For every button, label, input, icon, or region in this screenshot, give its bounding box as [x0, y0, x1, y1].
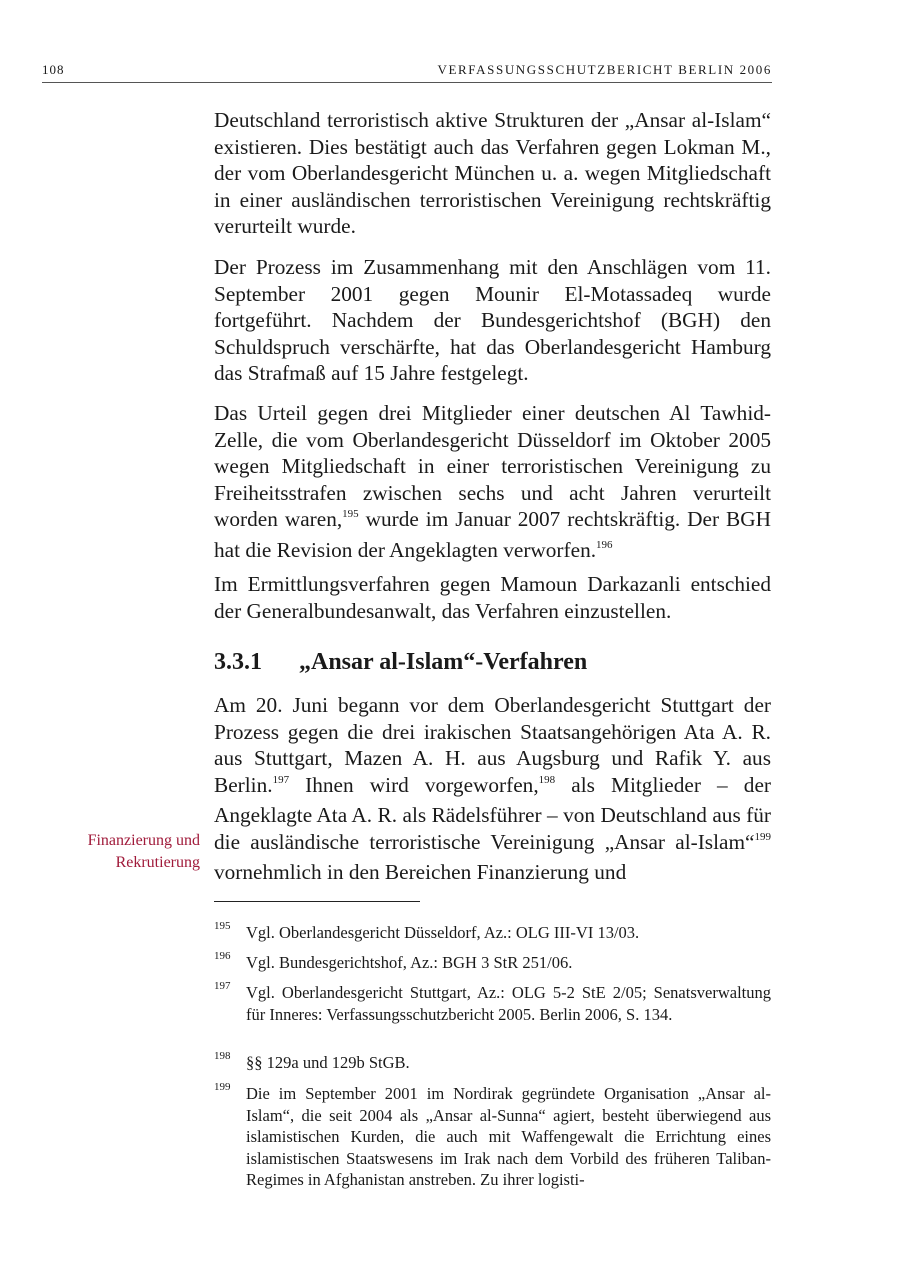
text-segment: Am 20. Juni begann vor dem Oberlandesgericht Stuttgart der Prozess gegen die drei irakischen Staatsangehörigen Ata A. R. aus Stuttgart, Mazen A. H. aus Augsburg und Rafik Y. aus Berlin.: [214, 693, 771, 797]
footnote-ref-196[interactable]: 196: [596, 538, 613, 551]
footnote-ref-197[interactable]: 197: [272, 773, 290, 786]
footnote-divider: [214, 901, 420, 902]
section-number: 3.3.1: [214, 649, 262, 675]
text-segment: wurde im Januar 2007 rechtskräftig. Der BGH hat die Revision der Angeklagten verworfen.: [214, 507, 771, 562]
margin-note-line: Finanzierung und: [87, 832, 200, 849]
footnote-number: 195: [214, 920, 231, 932]
section-title-text: „Ansar al-Islam“-Verfahren: [299, 649, 588, 675]
footnote-196: [214, 952, 771, 974]
footnote-number: 198: [214, 1050, 231, 1062]
paragraph-4: [214, 571, 771, 624]
paragraph-text: [214, 400, 771, 567]
footnote-number: 199: [214, 1081, 231, 1093]
text-segment: als Mitglieder – der Angeklagte Ata A. R. als Rädelsführer – von Deutschland aus für die ausländische terroristische Vereinigung „Ansar al-Islam“: [214, 772, 771, 854]
page-number: 108: [42, 62, 65, 77]
margin-note-line: Rekrutierung: [115, 854, 200, 871]
footnote-195: [214, 922, 771, 944]
footnote-text: Die im September 2001 im Nordirak gegründete Organisation „Ansar al-Islam“, die seit 2004 als „Ansar al-Sunna“ agiert, besteht überwiegend aus islamistischen Kurden, die auch mit Waffengewalt die Errichtung eines islamistischen Staatswesens im Irak nach dem Vorbild des früheren Taliban-Regimes in Afghanistan anstreben. Zu ihrer logisti-: [246, 1084, 771, 1189]
section-paragraph: [214, 692, 771, 886]
footnote-199: [214, 1083, 771, 1191]
footnote-text: Vgl. Bundesgerichtshof, Az.: BGH 3 StR 251/06.: [246, 953, 573, 972]
margin-note: [30, 830, 200, 874]
footnote-text: Vgl. Oberlandesgericht Stuttgart, Az.: OLG 5-2 StE 2/05; Senatsverwaltung für Inneres: Verfassungsschutzbericht 2005. Berlin 2006, S. 134.: [246, 983, 771, 1024]
paragraph-2: [214, 254, 771, 387]
text-segment: Ihnen wird vorgeworfen,: [289, 772, 539, 797]
footnote-text: Vgl. Oberlandesgericht Düsseldorf, Az.: OLG III-VI 13/03.: [246, 923, 640, 942]
paragraph-1: [214, 107, 771, 240]
page-header: [42, 62, 772, 83]
footnote-number: 197: [214, 980, 231, 992]
paragraph-3: [214, 400, 771, 567]
running-title: VERFASSUNGSSCHUTZBERICHT BERLIN 2006: [437, 62, 772, 77]
footnote-ref-195[interactable]: 195: [342, 508, 359, 520]
paragraph-text: Der Prozess im Zusammenhang mit den Anschlägen vom 11. September 2001 gegen Mounir El-Motassadeq wurde fortgeführt. Nachdem der Bundesgerichtshof (BGH) den Schuldspruch verschärfte, hat das Oberlandesgericht Hamburg das Strafmaß auf 15 Jahre festgelegt.: [214, 255, 771, 385]
text-segment: vornehmlich in den Bereichen Finanzierung und: [214, 860, 627, 884]
footnote-198: [214, 1052, 771, 1074]
footnote-ref-199[interactable]: 199: [754, 830, 771, 843]
section-title: [214, 649, 771, 676]
footnote-number: 196: [214, 950, 231, 962]
footnote-text: §§ 129a und 129b StGB.: [246, 1053, 410, 1072]
paragraph-text: Deutschland terroristisch aktive Strukturen der „Ansar al-Islam“ existieren. Dies bestätigt auch das Verfahren gegen Lokman M., der vom Oberlandesgericht München u. a. wegen Mitgliedschaft in einer ausländischen terroristischen Vereinigung rechtskräftig verurteilt wurde.: [214, 108, 771, 238]
footnote-ref-198[interactable]: 198: [538, 773, 556, 786]
section-heading: [214, 649, 771, 676]
footnote-197: [214, 982, 771, 1025]
paragraph-text: Im Ermittlungsverfahren gegen Mamoun Darkazanli entschied der Generalbundesanwalt, das Verfahren einzustellen.: [214, 572, 771, 623]
text-segment: Das Urteil gegen drei Mitglieder einer deutschen Al Tawhid-Zelle, die vom Oberlandesgericht Düsseldorf im Oktober 2005 wegen Mitgliedschaft in einer terroristischen Vereinigung zu Freiheitsstrafen zwischen sechs und acht Jahren verurteilt worden waren,: [214, 401, 771, 531]
paragraph-text: [214, 692, 771, 886]
